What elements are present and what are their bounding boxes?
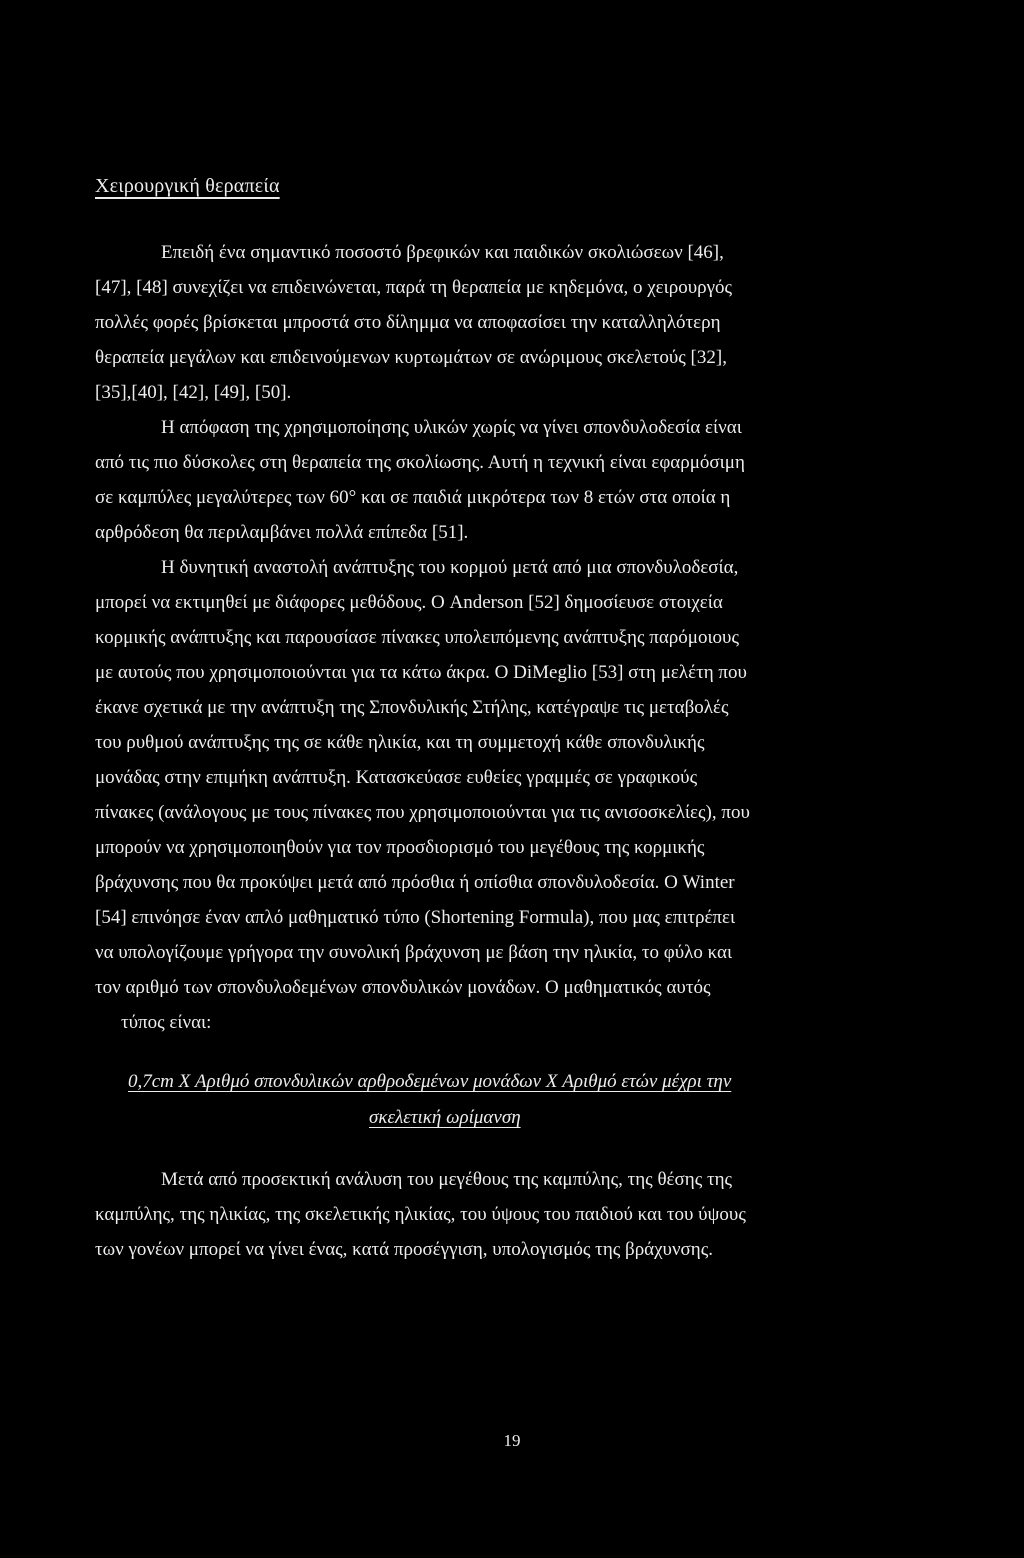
paragraph-line: [35],[40], [42], [49], [50].	[95, 382, 292, 403]
paragraph-line: να υπολογίζουμε γρήγορα την συνολική βράχυνση με βάση την ηλικία, το φύλο και	[95, 942, 733, 963]
paragraph-line: Μετά από προσεκτική ανάλυση του μεγέθους της καμπύλης, της θέσης της	[161, 1169, 733, 1190]
paragraph-line: αρθρόδεση θα περιλαμβάνει πολλά επίπεδα [51].	[95, 522, 469, 543]
formula-line: σκελετική ωρίμανση	[369, 1107, 521, 1128]
paragraph-line: με αυτούς που χρησιμοποιούνται για τα κάτω άκρα. Ο DiMeglio [53] στη μελέτη που	[95, 662, 747, 683]
paragraph-line: Η απόφαση της χρησιμοποίησης υλικών χωρίς να γίνει σπονδυλοδεσία είναι	[161, 417, 742, 438]
paragraph-line: [54] επινόησε έναν απλό μαθηματικό τύπο (Shortening Formula), που μας επιτρέπει	[95, 907, 736, 928]
paragraph-line: μπορούν να χρησιμοποιηθούν για τον προσδιορισμό του μεγέθους της κορμικής	[95, 837, 705, 858]
section-heading: Χειρουργική θεραπεία	[95, 175, 280, 197]
paragraph-line: έκανε σχετικά με την ανάπτυξη της Σπονδυλικής Στήλης, κατέγραψε τις μεταβολές	[95, 697, 729, 718]
paragraph-line: βράχυνσης που θα προκύψει μετά από πρόσθια ή οπίσθια σπονδυλοδεσία. Ο Winter	[95, 872, 735, 893]
paragraph-line: από τις πιο δύσκολες στη θεραπεία της σκολίωσης. Αυτή η τεχνική είναι εφαρμόσιμη	[95, 452, 745, 473]
paragraph-line: σε καμπύλες μεγαλύτερες των 60° και σε παιδιά μικρότερα των 8 ετών στα οποία η	[95, 487, 731, 508]
paragraph-line: μπορεί να εκτιμηθεί με διάφορες μεθόδους. Ο Anderson [52] δημοσίευσε στοιχεία	[95, 592, 723, 613]
paragraph-line: καμπύλης, της ηλικίας, της σκελετικής ηλικίας, του ύψους του παιδιού και του ύψους	[95, 1204, 746, 1225]
paragraph-line: πίνακες (ανάλογους με τους πίνακες που χρησιμοποιούνται για τις ανισοσκελίες), που	[95, 802, 750, 823]
paragraph-line: Η δυνητική αναστολή ανάπτυξης του κορμού μετά από μια σπονδυλοδεσία,	[161, 557, 739, 578]
paragraph-line: κορμικής ανάπτυξης και παρουσίασε πίνακες υπολειπόμενης ανάπτυξης παρόμοιους	[95, 627, 739, 648]
formula-line: 0,7cm X Αριθμό σπονδυλικών αρθροδεμένων μονάδων X Αριθμό ετών μέχρι την	[128, 1071, 732, 1092]
paragraph-line: πολλές φορές βρίσκεται μπροστά στο δίλημμα να αποφασίσει την καταλληλότερη	[95, 312, 721, 333]
paragraph-line: τον αριθμό των σπονδυλοδεμένων σπονδυλικών μονάδων. Ο μαθηματικός αυτός	[95, 977, 711, 998]
paragraph-line: Επειδή ένα σημαντικό ποσοστό βρεφικών και παιδικών σκολιώσεων [46],	[161, 242, 724, 263]
paragraph-line: μονάδας στην επιμήκη ανάπτυξη. Κατασκεύασε ευθείες γραμμές σε γραφικούς	[95, 767, 698, 788]
page-number: 19	[503, 1431, 521, 1450]
paragraph-line: τύπος είναι:	[121, 1012, 212, 1033]
paragraph-line: θεραπεία μεγάλων και επιδεινούμενων κυρτωμάτων σε ανώριμους σκελετούς [32],	[95, 347, 727, 368]
paragraph-line: του ρυθμού ανάπτυξης της σε κάθε ηλικία, και τη συμμετοχή κάθε σπονδυλικής	[95, 732, 705, 753]
paragraph-line: των γονέων μπορεί να γίνει ένας, κατά προσέγγιση, υπολογισμός της βράχυνσης.	[95, 1239, 714, 1260]
paragraph-line: [47], [48] συνεχίζει να επιδεινώνεται, παρά τη θεραπεία με κηδεμόνα, ο χειρουργός	[95, 277, 733, 298]
